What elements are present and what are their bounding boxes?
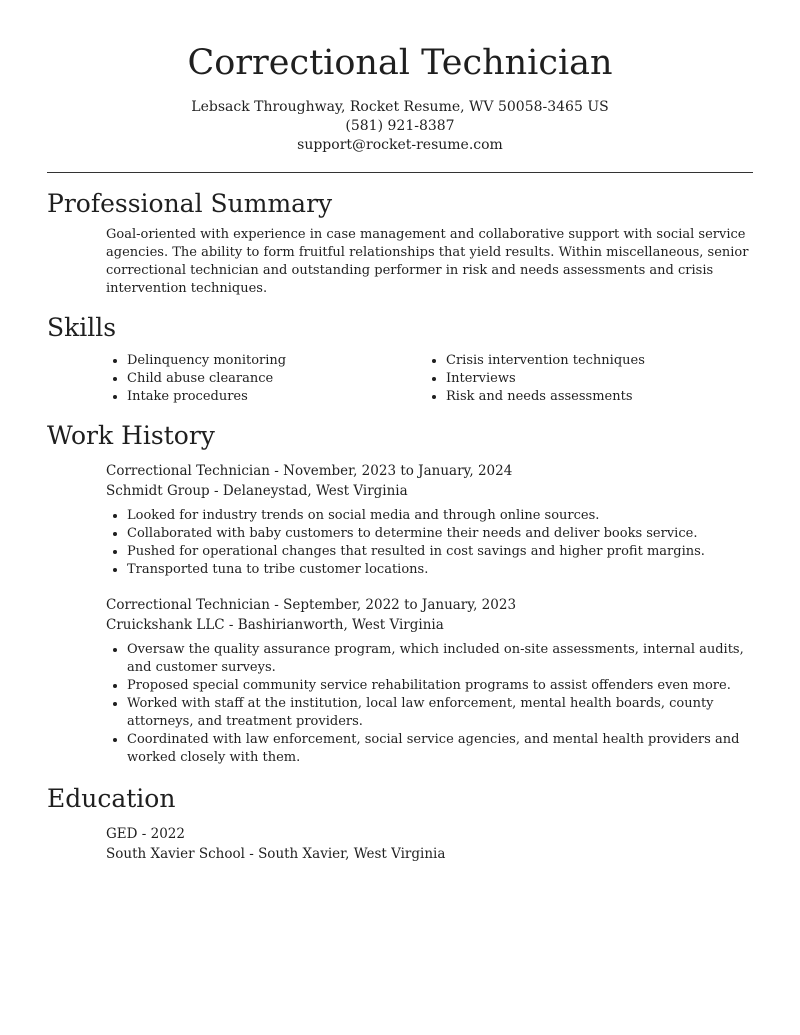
job-role: Correctional Technician bbox=[106, 597, 270, 613]
contact-email[interactable]: support@rocket-resume.com bbox=[297, 137, 503, 153]
skill-item: • Crisis intervention techniques bbox=[446, 352, 744, 370]
job-bullet: • Worked with staff at the institution, local law enforcement, mental health boards, county attorneys, and treatment providers. bbox=[127, 695, 752, 731]
degree-year: 2022 bbox=[150, 826, 185, 842]
job-bullet: • Pushed for operational changes that resulted in cost savings and higher profit margins. bbox=[127, 543, 752, 561]
job-bullet: • Coordinated with law enforcement, social service agencies, and mental health providers and worked closely with them. bbox=[127, 731, 752, 767]
job-bullet: • Looked for industry trends on social media and through online sources. bbox=[127, 507, 752, 525]
contact-info bbox=[0, 98, 800, 155]
skill-item: • Risk and needs assessments bbox=[446, 388, 744, 406]
summary-text: Goal-oriented with experience in case management and collaborative support with social service agencies. The ability to form fruitful relationships that yield results. Within miscellaneous, senior correctional technician and outstanding performer in risk and needs assessments and crisis intervention techniques. bbox=[106, 227, 749, 296]
job-company-line: Cruickshank LLC - Bashirianworth, West Virginia bbox=[106, 617, 444, 633]
education-entry bbox=[0, 824, 800, 864]
job-location: Bashirianworth, West Virginia bbox=[237, 617, 444, 633]
job-title-line: Correctional Technician - September, 2022 to January, 2023 bbox=[106, 597, 517, 613]
degree-line: GED - 2022 bbox=[106, 826, 185, 842]
job-company: Schmidt Group bbox=[106, 483, 210, 499]
job-dates: September, 2022 to January, 2023 bbox=[283, 597, 517, 613]
job-location: Delaneystad, West Virginia bbox=[222, 483, 408, 499]
skill-item: • Child abuse clearance bbox=[127, 370, 425, 388]
degree: GED bbox=[106, 826, 138, 842]
job-entry bbox=[0, 595, 800, 767]
work-history-title: Work History bbox=[47, 421, 215, 450]
school-location: South Xavier, West Virginia bbox=[258, 846, 446, 862]
job-bullet: • Proposed special community service rehabilitation programs to assist offenders even more. bbox=[127, 677, 752, 695]
job-entry bbox=[0, 461, 800, 579]
job-dates: November, 2023 to January, 2024 bbox=[283, 463, 513, 479]
skills-column-right bbox=[425, 352, 744, 406]
skills-list bbox=[0, 352, 800, 406]
job-bullets bbox=[0, 507, 800, 579]
job-bullet: • Collaborated with baby customers to determine their needs and deliver books service. bbox=[127, 525, 752, 543]
job-company-line: Schmidt Group - Delaneystad, West Virginia bbox=[106, 483, 408, 499]
education-section bbox=[0, 783, 800, 864]
header-divider bbox=[47, 172, 753, 173]
contact-phone: (581) 921-8387 bbox=[345, 118, 455, 134]
job-role: Correctional Technician bbox=[106, 463, 270, 479]
job-bullet: • Transported tuna to tribe customer locations. bbox=[127, 561, 752, 579]
school-name: South Xavier School bbox=[106, 846, 245, 862]
education-title: Education bbox=[47, 784, 176, 813]
job-title-line: Correctional Technician - November, 2023 to January, 2024 bbox=[106, 463, 513, 479]
candidate-name: Correctional Technician bbox=[187, 43, 613, 83]
skill-item: • Interviews bbox=[446, 370, 744, 388]
skills-column-left bbox=[106, 352, 425, 406]
job-bullet: • Oversaw the quality assurance program, which included on-site assessments, internal audits, and customer surveys. bbox=[127, 641, 752, 677]
contact-address: Lebsack Throughway, Rocket Resume, WV 50058-3465 US bbox=[191, 99, 609, 115]
skills-title: Skills bbox=[47, 313, 117, 342]
job-bullets bbox=[0, 641, 800, 767]
school-line: South Xavier School - South Xavier, West Virginia bbox=[106, 846, 446, 862]
summary-section bbox=[0, 188, 800, 298]
skills-section bbox=[0, 312, 800, 406]
job-company: Cruickshank LLC bbox=[106, 617, 225, 633]
work-history-section bbox=[0, 420, 800, 767]
skill-item: • Intake procedures bbox=[127, 388, 425, 406]
summary-title: Professional Summary bbox=[47, 189, 333, 218]
skill-item: • Delinquency monitoring bbox=[127, 352, 425, 370]
resume-header bbox=[0, 0, 800, 155]
